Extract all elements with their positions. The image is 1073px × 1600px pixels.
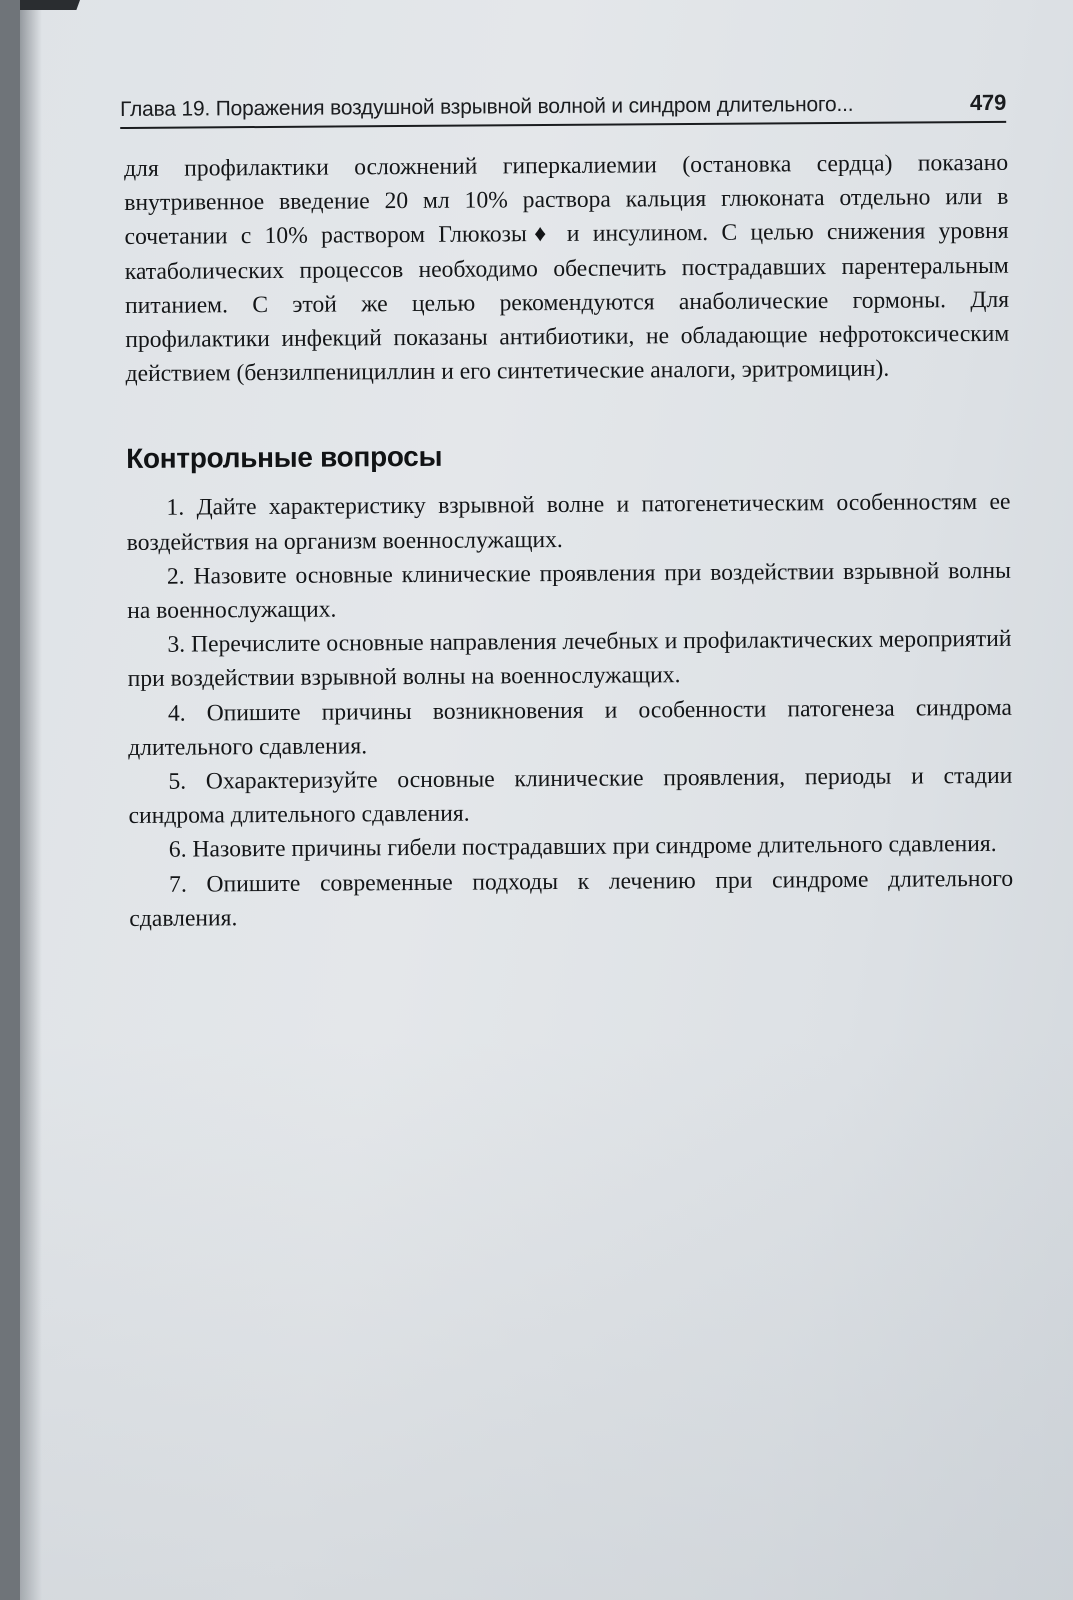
questions-list <box>126 485 1013 936</box>
question-item: 5. Охарактеризуйте основные клинические проявления, периоды и стадии синдрома длительного сдавления. <box>128 762 1013 830</box>
page-number: 479 <box>969 89 1007 116</box>
body-paragraph: для профилактики осложнений гиперкалиемии (остановка сердца) показано внутривенное введение 20 мл 10% раствора кальция глюконата отдельно или в сочетании с 10% раствором Глюкозы♦ и инсулином. С целью снижения уровня катаболических процессов необходимо обеспечить пострадавших парентеральным питанием. С этой же целью рекомендуются анаболические гормоны. Для профилактики инфекций показаны антибиотики, не обладающие нефротоксическим действием (бензилпенициллин и его синтетические аналоги, эритромицин). <box>124 149 1010 388</box>
question-item: 2. Назовите основные клинические проявления при воздействии взрывной волны на военнослужащих. <box>127 557 1012 625</box>
page-corner-shadow <box>20 0 80 10</box>
section-title: Контрольные вопросы <box>126 441 443 475</box>
running-header <box>120 90 1006 129</box>
chapter-title: Глава 19. Поражения воздушной взрывной волной и синдром длительного... <box>120 92 854 121</box>
question-item: 4. Опишите причины возникновения и особенности патогенеза синдрома длительного сдавления. <box>128 694 1012 761</box>
question-item: 6. Назовите причины гибели пострадавших при синдроме длительного сдавления. <box>168 831 997 864</box>
question-item: 7. Опишите современные подходы к лечению при синдроме длительного сдавления. <box>129 865 1014 932</box>
question-item: 3. Перечислите основные направления лечебных и профилактических мероприятий при воздействии взрывной волны на военнослужащих. <box>127 626 1012 693</box>
question-item: 1. Дайте характеристику взрывной волне и патогенетическим особенностям ее воздействия на организм военнослужащих. <box>126 489 1011 556</box>
page-content <box>124 146 1013 936</box>
book-page <box>20 0 1073 1600</box>
